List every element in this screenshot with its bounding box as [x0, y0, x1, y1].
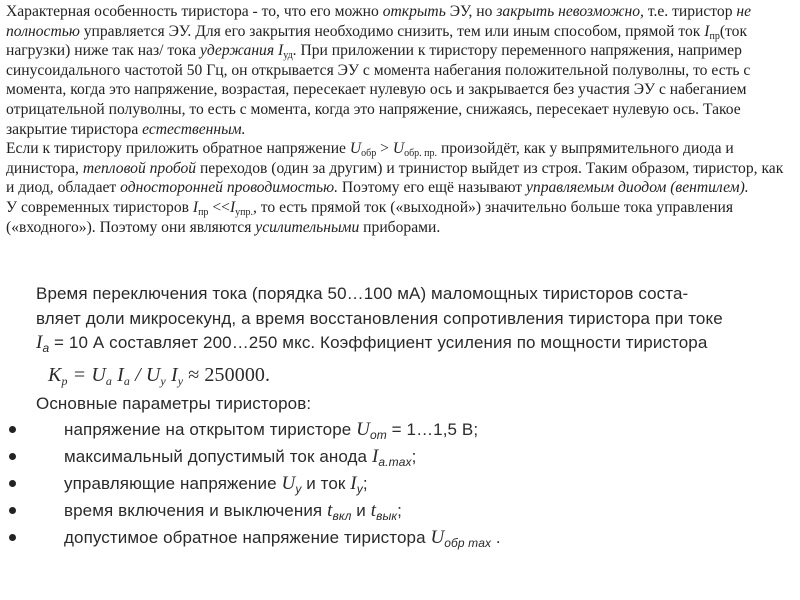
list-item: управляющие напряжение $U_y$ и ток $I_y$;	[36, 470, 796, 497]
list-item: напряжение на открытом тиристоре $U_{от}$ = 1…1,5 В;	[36, 416, 796, 443]
bullet-icon	[9, 507, 16, 514]
list-item: допустимое обратное напряжение тиристора $U_{обр max}$ .	[36, 524, 796, 551]
bullet-icon	[9, 534, 16, 541]
params-heading: Основные параметры тиристоров:	[36, 393, 312, 413]
scanned-text-block	[36, 282, 796, 551]
scan-line-3: $I_a = 10$ А составляет 200…250 мкс. Коэффициент усиления по мощности тиристора	[36, 332, 708, 355]
params-list	[36, 416, 796, 551]
scan-line-2: вляет доли микросекунд, а время восстановления сопротивления тиристора при токе	[36, 308, 723, 328]
paragraph-amplifying: У современных тиристоров $I_{пр} <<I_{упр.}$, то есть прямой ток («выходной») значительно больше тока управления («входного»). Поэтому они являются усилительными приборами.	[6, 198, 734, 236]
paragraph-closing-condition: Характерная особенность тиристора - то, что его можно открыть ЭУ, но закрыть невозможно, т.е. тиристор не полностью управляется ЭУ. Для его закрытия необходимо снизить, тем или иным способом, прямой ток $I_{пр}(ток$ нагрузки) ниже так наз/ тока удержания $I_{уд}$. При приложении к тиристору переменного напряжения, например синусоидального частотой 50 Гц, он открывается ЭУ с момента набегания положительной полуволны, то есть с момента, когда это напряжение, возрастая, пересекает нулевую ось и закрывается без участия ЭУ с набеганием отрицательной полуволны, то есть с момента, когда это напряжение, снижаясь, пересекает нулевую ось. Такое закрытие тиристора естественным.	[6, 3, 752, 138]
bullet-icon	[9, 426, 16, 433]
list-item: время включения и выключения $t_{вкл}$ и $t_{вык}$;	[36, 497, 796, 524]
bullet-icon	[9, 480, 16, 487]
typed-text-block	[6, 2, 794, 237]
paragraph-reverse-voltage: Если к тиристору приложить обратное напряжение $U_{обр} > U_{обр. пр.}$ произойдёт, как у выпрямительного диода и динистора, тепловой пробой переходов (один за другим) и тринистор выйдет из строя. Таким образом, тиристор, как и диод, обладает односторонней проводимостью. Поэтому его ещё называют управляемым диодом (вентилем).	[6, 140, 784, 197]
list-item: максимальный допустимый ток анода $I_{a.max}$;	[36, 443, 796, 470]
scan-line-1: Время переключения тока (порядка 50…100 мА) маломощных тиристоров соста-	[36, 284, 689, 303]
bullet-icon	[9, 453, 16, 460]
power-gain-formula: $K_p = U_a$ $I_a / U_y$ $I_y \approx 250000$.	[48, 363, 271, 388]
